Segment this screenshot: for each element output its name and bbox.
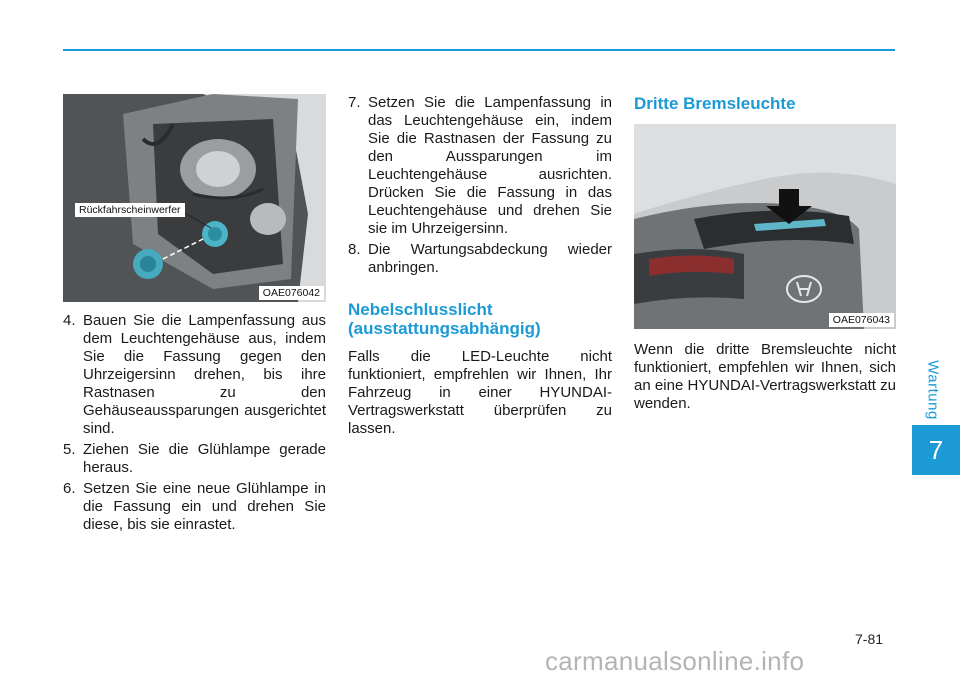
brake-light-paragraph: Wenn die dritte Bremsleuchte nicht funktioniert, empfehlen wir Ihnen, sich an eine HYUNDAI-Vertragswerkstatt zu wenden.: [634, 341, 896, 412]
fog-light-paragraph: Falls die LED-Leuchte nicht funktioniert, empfrehlen wir Ihnen, Ihr Fahrzeug in einer HYUNDAI-Vertragswerkstatt überprüfen zu lassen.: [348, 348, 612, 437]
step-text: Die Wartungsabdeckung wieder anbringen.: [368, 241, 612, 276]
figure-code: OAE076042: [259, 286, 324, 300]
reverse-lamp-callout: Rückfahrscheinwerfer: [75, 203, 185, 217]
brake-light-figure: [634, 124, 896, 329]
column-1: [63, 94, 326, 537]
figure-code: OAE076043: [829, 313, 894, 327]
step-number: 8.: [348, 241, 361, 258]
heading-line: Nebelschlusslicht: [348, 300, 493, 319]
step-text: Bauen Sie die Lampenfassung aus dem Leuchtengehäuse aus, indem Sie die Fassung gegen den Uhrzeigersinn drehen, bis ihre Rastnasen zu den Gehäuseaussparungen ausgerichtet sind.: [83, 312, 326, 437]
step-number: 4.: [63, 312, 76, 329]
step-text: Setzen Sie die Lampenfassung in das Leuchtengehäuse ein, indem Sie die Rastnasen der Fassung zu den Aussparungen im Leuchtengehäuse ausrichten. Drücken Sie die Fassung in das Leuchtengehäuse und drehen Sie sie im Uhrzeigersinn.: [368, 94, 612, 237]
list-item: [63, 441, 326, 477]
chapter-tab: 7: [912, 425, 960, 475]
reverse-lamp-figure: [63, 94, 326, 302]
brake-light-illustration: [634, 124, 896, 329]
list-item: [348, 241, 612, 277]
step-number: 7.: [348, 94, 361, 111]
header-rule: [63, 49, 895, 51]
column-2: [348, 94, 612, 438]
step-number: 5.: [63, 441, 76, 458]
column-3: [634, 94, 896, 413]
step-text: Setzen Sie eine neue Glühlampe in die Fassung ein und drehen Sie diese, bis sie einrastet.: [83, 480, 326, 533]
list-item: [348, 94, 612, 238]
chapter-name: Wartung: [924, 360, 941, 420]
list-item: [63, 312, 326, 438]
steps-list-2: [348, 94, 612, 277]
watermark: carmanualsonline.info: [545, 646, 805, 676]
reverse-lamp-illustration: [63, 94, 326, 302]
list-item: [63, 480, 326, 534]
steps-list-1: [63, 312, 326, 534]
section-heading-fog-light: [348, 300, 612, 338]
page-number: 7-81: [855, 631, 884, 647]
step-number: 6.: [63, 480, 76, 497]
heading-line: (ausstattungsabhängig): [348, 319, 541, 338]
step-text: Ziehen Sie die Glühlampe gerade heraus.: [83, 441, 326, 476]
section-heading-brake-light: Dritte Bremsleuchte: [634, 94, 796, 113]
chapter-tab-label: [905, 360, 960, 420]
